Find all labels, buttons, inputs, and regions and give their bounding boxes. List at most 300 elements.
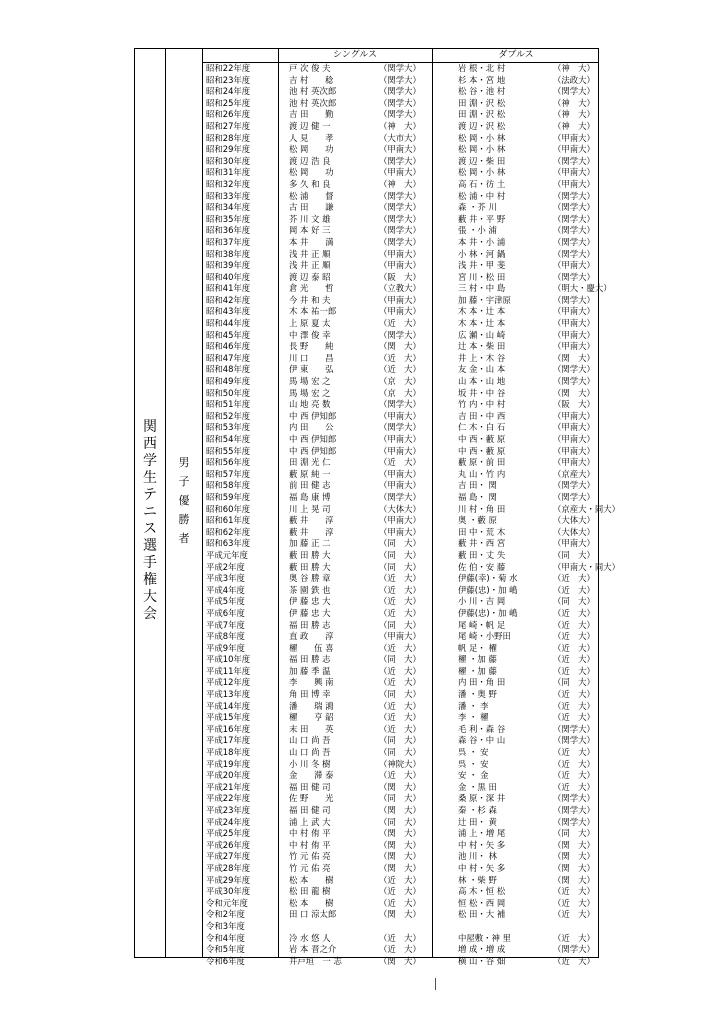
singles-affiliation: （近 大） bbox=[379, 573, 421, 584]
singles-affiliation: （近 大） bbox=[379, 352, 421, 363]
singles-affiliation: （関学大） bbox=[379, 97, 421, 108]
doubles-affiliation: （関学大） bbox=[553, 480, 595, 491]
table-row bbox=[203, 735, 598, 747]
year-cell: 平成27年度 bbox=[206, 851, 251, 862]
singles-affiliation: （関学大） bbox=[379, 190, 421, 201]
table-row bbox=[203, 503, 620, 516]
doubles-names: 林 ・柴 野 bbox=[458, 874, 497, 885]
doubles-affiliation: （甲南大） bbox=[553, 144, 595, 155]
doubles-names: 辻 田・ 黄 bbox=[458, 816, 497, 827]
year-cell: 昭和61年度 bbox=[206, 515, 251, 526]
doubles-affiliation: （甲南大） bbox=[553, 410, 595, 421]
doubles-names: 藪 原・前 田 bbox=[458, 457, 506, 468]
singles-name: 潘 瑞 鴻 bbox=[289, 700, 334, 711]
year-cell: 昭和60年度 bbox=[206, 503, 251, 514]
singles-name: 池 村 英次郎 bbox=[289, 86, 337, 97]
table-row bbox=[203, 712, 598, 724]
year-cell: 令和2年度 bbox=[206, 909, 245, 920]
table-row bbox=[203, 98, 598, 110]
table-row bbox=[203, 469, 598, 481]
doubles-affiliation: （近 大） bbox=[553, 747, 595, 758]
vertical-char: 西 bbox=[143, 436, 157, 452]
year-cell: 令和元年度 bbox=[206, 897, 248, 908]
year-cell: 昭和22年度 bbox=[206, 63, 251, 73]
doubles-names: 呉 ・ 安 bbox=[458, 747, 489, 758]
doubles-affiliation: （神 大） bbox=[553, 63, 595, 73]
year-cell: 昭和54年度 bbox=[206, 434, 251, 444]
singles-affiliation: （関 大） bbox=[379, 805, 421, 815]
doubles-names: 田 淵・沢 松 bbox=[458, 97, 506, 108]
singles-name: 古 田 謙 bbox=[289, 202, 334, 213]
vertical-char: 勝 bbox=[178, 513, 190, 526]
year-cell: 平成16年度 bbox=[206, 723, 251, 734]
doubles-affiliation: （近 大） bbox=[553, 665, 595, 676]
singles-name: 木 本 祐一郎 bbox=[289, 306, 337, 317]
vertical-char: 者 bbox=[178, 532, 190, 545]
singles-affiliation: （甲南大） bbox=[379, 480, 421, 491]
doubles-affiliation: （近 大） bbox=[553, 897, 595, 908]
doubles-names: 櫂 ・加 藤 bbox=[458, 665, 497, 676]
doubles-names: 木 本・辻 本 bbox=[458, 306, 506, 317]
table-row bbox=[203, 585, 598, 597]
singles-affiliation: （関 大） bbox=[379, 828, 421, 839]
doubles-affiliation: （大体大） bbox=[553, 526, 595, 537]
doubles-affiliation: （近 大） bbox=[553, 642, 595, 653]
table-row bbox=[203, 909, 598, 921]
singles-affiliation: （同 大） bbox=[379, 561, 421, 572]
table-row bbox=[203, 249, 598, 261]
singles-name: 浦 上 武 大 bbox=[289, 816, 331, 827]
singles-affiliation: （近 大） bbox=[379, 932, 421, 943]
year-cell: 平成11年度 bbox=[206, 665, 251, 676]
doubles-affiliation: （明大・慶大） bbox=[553, 283, 612, 294]
singles-name: 戸 次 俊 夫 bbox=[289, 63, 331, 73]
singles-name: 茶 園 鉄 也 bbox=[289, 584, 331, 595]
singles-affiliation: （関 大） bbox=[379, 341, 421, 352]
singles-affiliation: （近 大） bbox=[379, 607, 421, 618]
year-cell: 昭和45年度 bbox=[206, 329, 251, 340]
vertical-char: 生 bbox=[143, 470, 157, 486]
doubles-affiliation: （関学大） bbox=[553, 225, 595, 236]
table-row bbox=[203, 272, 598, 284]
singles-affiliation: （神 大） bbox=[379, 120, 421, 131]
singles-affiliation: （近 大） bbox=[379, 944, 421, 955]
year-cell: 昭和51年度 bbox=[206, 399, 251, 410]
table-row bbox=[203, 295, 598, 307]
doubles-affiliation: （関学大） bbox=[553, 793, 595, 804]
year-cell: 昭和42年度 bbox=[206, 294, 251, 305]
doubles-affiliation: （同 大） bbox=[553, 596, 595, 607]
doubles-affiliation: （関学大） bbox=[553, 190, 595, 201]
doubles-names: 恒 松・西 岡 bbox=[458, 897, 506, 908]
table-row bbox=[203, 353, 598, 365]
year-cell: 昭和44年度 bbox=[206, 318, 251, 329]
singles-name: 藪 田 勝 大 bbox=[289, 549, 331, 560]
doubles-names: 三 村・中 島 bbox=[458, 283, 506, 294]
doubles-names: 田 中・荒 木 bbox=[458, 526, 506, 537]
singles-name: 多 久 和 良 bbox=[289, 178, 331, 189]
doubles-names: 伊藤(忠)・加 嶋 bbox=[458, 584, 518, 595]
doubles-affiliation: （関学大） bbox=[553, 248, 595, 259]
doubles-names: 仁 木・白 石 bbox=[458, 422, 506, 433]
singles-affiliation: （近 大） bbox=[379, 886, 421, 897]
singles-name: 伊 藤 忠 大 bbox=[289, 607, 331, 618]
doubles-names: 池 川・ 林 bbox=[458, 851, 497, 862]
singles-affiliation: （近 大） bbox=[379, 596, 421, 607]
table-row bbox=[203, 214, 598, 226]
year-cell: 昭和25年度 bbox=[206, 97, 251, 108]
doubles-affiliation: （関 大） bbox=[553, 862, 595, 873]
singles-affiliation: （近 大） bbox=[379, 897, 421, 908]
results-table bbox=[134, 48, 620, 966]
singles-name: 福 田 勝 志 bbox=[289, 654, 331, 665]
year-cell: 昭和52年度 bbox=[206, 410, 251, 421]
doubles-affiliation: （甲南大） bbox=[553, 422, 595, 433]
table-row bbox=[203, 643, 598, 655]
singles-name: 中 村 侑 平 bbox=[289, 828, 331, 839]
doubles-names: 松 岡・小 林 bbox=[458, 132, 506, 143]
doubles-affiliation: （神 大） bbox=[553, 97, 595, 108]
singles-affiliation: （関学大） bbox=[379, 155, 421, 166]
doubles-affiliation: （近 大） bbox=[553, 781, 595, 792]
table-row bbox=[203, 63, 598, 75]
singles-affiliation: （関学大） bbox=[379, 329, 421, 340]
doubles-names: 加 藤・宇津原 bbox=[458, 294, 511, 305]
year-cell: 昭和23年度 bbox=[206, 74, 251, 85]
doubles-names: 丸 山・竹 内 bbox=[458, 468, 506, 479]
doubles-affiliation: （法政大） bbox=[553, 74, 595, 85]
singles-name: 竹 元 佑 亮 bbox=[289, 851, 331, 862]
doubles-affiliation: （同 大） bbox=[553, 828, 595, 839]
singles-name: 芥 川 文 雄 bbox=[289, 213, 331, 224]
doubles-affiliation: （関学大） bbox=[553, 805, 595, 815]
singles-affiliation: （関 大） bbox=[379, 862, 421, 873]
doubles-names: 森 谷・中 山 bbox=[458, 735, 506, 746]
singles-affiliation: （甲南大） bbox=[379, 294, 421, 305]
doubles-names: 中屋敷・神 里 bbox=[458, 932, 511, 943]
singles-affiliation: （関 大） bbox=[379, 909, 421, 920]
doubles-names: 渡 辺・柴 田 bbox=[458, 155, 506, 166]
year-cell: 昭和58年度 bbox=[206, 480, 251, 491]
table-row bbox=[203, 376, 598, 388]
doubles-affiliation: （近 大） bbox=[553, 573, 595, 584]
doubles-names: 山 本・山 地 bbox=[458, 376, 506, 387]
doubles-names: 田 淵・沢 松 bbox=[458, 109, 506, 120]
doubles-affiliation: （近 大） bbox=[553, 955, 595, 966]
doubles-affiliation: （近 大） bbox=[553, 886, 595, 897]
doubles-names: 増 成・増 成 bbox=[458, 944, 506, 955]
doubles-affiliation: （甲南大） bbox=[553, 178, 595, 189]
singles-name: 福 島 康 博 bbox=[289, 491, 331, 502]
doubles-affiliation: （関 大） bbox=[553, 874, 595, 885]
doubles-affiliation: （大体大） bbox=[553, 515, 595, 526]
singles-name: 伊 藤 忠 大 bbox=[289, 596, 331, 607]
doubles-affiliation: （近 大） bbox=[553, 758, 595, 769]
singles-name: 藪 田 勝 大 bbox=[289, 561, 331, 572]
singles-affiliation: （甲南大） bbox=[379, 468, 421, 479]
singles-affiliation: （関学大） bbox=[379, 422, 421, 433]
doubles-affiliation: （関学大） bbox=[553, 376, 595, 387]
doubles-names: 尾 崎・帆 足 bbox=[458, 619, 506, 630]
year-cell: 昭和31年度 bbox=[206, 167, 251, 178]
table-row bbox=[203, 399, 598, 411]
vertical-char: ス bbox=[143, 521, 157, 537]
singles-affiliation: （大体大） bbox=[379, 503, 421, 514]
year-cell: 昭和33年度 bbox=[206, 190, 251, 201]
doubles-names: 岩 根・北 村 bbox=[458, 63, 506, 73]
header-doubles: ダブルス bbox=[498, 50, 534, 60]
doubles-names: 帆 足・ 櫂 bbox=[458, 642, 497, 653]
doubles-affiliation: （甲南大） bbox=[553, 329, 595, 340]
singles-name: 今 井 和 夫 bbox=[289, 294, 331, 305]
singles-name: 金 滞 泰 bbox=[289, 770, 334, 781]
doubles-names: 松 田・大 補 bbox=[458, 909, 506, 920]
year-cell: 令和3年度 bbox=[206, 920, 245, 931]
table-row bbox=[203, 179, 598, 191]
doubles-names: 森 ・芥 川 bbox=[458, 202, 497, 213]
singles-name: 倉 光 哲 bbox=[289, 283, 334, 294]
year-cell: 平成6年度 bbox=[206, 607, 245, 618]
singles-affiliation: （近 大） bbox=[379, 700, 421, 711]
singles-affiliation: （甲南大） bbox=[379, 144, 421, 155]
table-row bbox=[203, 515, 598, 527]
singles-affiliation: （甲南大） bbox=[379, 526, 421, 537]
singles-affiliation: （同 大） bbox=[379, 747, 421, 758]
singles-affiliation: （関学大） bbox=[379, 399, 421, 410]
singles-affiliation: （近 大） bbox=[379, 457, 421, 468]
doubles-names: 吉 田・中 西 bbox=[458, 410, 506, 421]
table-row bbox=[203, 364, 598, 376]
doubles-names: 中 村・矢 多 bbox=[458, 839, 506, 850]
doubles-names: 藪 井・平 野 bbox=[458, 213, 506, 224]
table-row bbox=[203, 388, 598, 400]
doubles-names: 伊藤(忠)・加 嶋 bbox=[458, 607, 518, 618]
doubles-names: 櫂 ・加 藤 bbox=[458, 654, 497, 665]
singles-name: 末 田 英 bbox=[289, 723, 334, 734]
doubles-names: 中 西・藪 原 bbox=[458, 445, 506, 456]
singles-name: 松 本 樹 bbox=[289, 897, 334, 908]
table-row bbox=[203, 944, 598, 956]
year-cell: 平成17年度 bbox=[206, 735, 251, 746]
singles-name: 松 岡 功 bbox=[289, 144, 334, 155]
singles-affiliation: （神院大） bbox=[379, 758, 421, 769]
doubles-names: 杉 本・宮 地 bbox=[458, 74, 506, 85]
doubles-affiliation: （近 大） bbox=[553, 712, 595, 723]
singles-affiliation: （関学大） bbox=[379, 213, 421, 224]
vertical-char: ニ bbox=[143, 504, 157, 520]
doubles-names: 広 瀬・山 崎 bbox=[458, 329, 506, 340]
table-row bbox=[203, 538, 598, 550]
singles-affiliation: （関学大） bbox=[379, 491, 421, 502]
singles-affiliation: （同 大） bbox=[379, 619, 421, 630]
year-cell: 昭和36年度 bbox=[206, 225, 251, 236]
doubles-affiliation: （京産大・同大） bbox=[553, 503, 620, 514]
table-row bbox=[203, 446, 598, 458]
doubles-affiliation: （関学大） bbox=[553, 202, 595, 213]
doubles-names: 松 岡・小 林 bbox=[458, 144, 506, 155]
singles-affiliation: （甲南大） bbox=[379, 631, 421, 642]
doubles-names: 高 木・恒 松 bbox=[458, 886, 506, 897]
page-marker bbox=[435, 978, 436, 990]
year-cell: 昭和29年度 bbox=[206, 144, 251, 155]
vertical-char: 大 bbox=[143, 589, 157, 605]
year-cell: 平成14年度 bbox=[206, 700, 251, 711]
year-cell: 平成10年度 bbox=[206, 654, 251, 665]
table-row bbox=[203, 828, 598, 840]
singles-affiliation: （甲南大） bbox=[379, 167, 421, 178]
table-row bbox=[203, 689, 598, 701]
doubles-affiliation: （関 大） bbox=[553, 839, 595, 850]
table-row bbox=[203, 666, 598, 678]
doubles-names: 伊藤(幸)・菊 水 bbox=[458, 573, 518, 584]
doubles-affiliation: （甲南大） bbox=[553, 132, 595, 143]
year-cell: 平成28年度 bbox=[206, 862, 251, 873]
vertical-char: 子 bbox=[178, 475, 190, 488]
year-cell: 昭和40年度 bbox=[206, 271, 251, 282]
year-cell: 平成22年度 bbox=[206, 793, 251, 804]
table-row bbox=[203, 886, 598, 898]
year-cell: 平成15年度 bbox=[206, 712, 251, 723]
singles-name: 岩 本 晋之介 bbox=[289, 944, 337, 955]
singles-affiliation: （関 大） bbox=[379, 851, 421, 862]
year-cell: 昭和28年度 bbox=[206, 132, 251, 143]
year-cell: 平成23年度 bbox=[206, 805, 251, 815]
doubles-names: 尾 崎・小野田 bbox=[458, 631, 511, 642]
table-row bbox=[203, 550, 598, 562]
table-row bbox=[203, 260, 598, 272]
singles-name: 前 田 健 志 bbox=[289, 480, 331, 491]
doubles-names: 張 ・小 浦 bbox=[458, 225, 497, 236]
singles-name: 藪 井 淳 bbox=[289, 526, 334, 537]
doubles-affiliation: （関学大） bbox=[553, 944, 595, 955]
year-cell: 昭和38年度 bbox=[206, 248, 251, 259]
table-row bbox=[203, 851, 598, 863]
doubles-affiliation: （関学大） bbox=[553, 735, 595, 746]
singles-name: 中 西 伊知郎 bbox=[289, 434, 337, 444]
vertical-char: 会 bbox=[143, 606, 157, 622]
doubles-affiliation: （近 大） bbox=[553, 700, 595, 711]
table-row bbox=[203, 875, 598, 887]
doubles-affiliation: （関学大） bbox=[553, 294, 595, 305]
doubles-affiliation: （甲南大） bbox=[553, 434, 595, 444]
doubles-affiliation: （関 大） bbox=[553, 387, 595, 398]
table-row bbox=[203, 144, 598, 156]
doubles-names: 福 島・ 関 bbox=[458, 491, 497, 502]
table-row bbox=[203, 805, 598, 817]
table-row bbox=[203, 318, 598, 330]
vertical-char: 男 bbox=[178, 456, 190, 469]
year-cell: 昭和59年度 bbox=[206, 491, 251, 502]
doubles-affiliation: （近 大） bbox=[553, 932, 595, 943]
year-cell: 平成18年度 bbox=[206, 747, 251, 758]
doubles-affiliation: （関 大） bbox=[553, 352, 595, 363]
table-row bbox=[203, 121, 598, 133]
doubles-affiliation: （近 大） bbox=[553, 770, 595, 781]
doubles-affiliation: （甲南大） bbox=[553, 538, 595, 549]
table-row bbox=[203, 933, 598, 945]
doubles-affiliation: （関学大） bbox=[553, 155, 595, 166]
singles-name: 加 藤 正 二 bbox=[289, 538, 331, 549]
doubles-names: 吉 田・ 関 bbox=[458, 480, 497, 491]
doubles-names: 辻 本・柴 田 bbox=[458, 341, 506, 352]
table-row bbox=[203, 620, 598, 632]
table-row bbox=[203, 608, 598, 620]
year-cell: 昭和27年度 bbox=[206, 120, 251, 131]
singles-name: 浅 井 正 順 bbox=[289, 248, 331, 259]
year-cell: 昭和46年度 bbox=[206, 341, 251, 352]
table-row bbox=[203, 793, 598, 805]
table-row bbox=[203, 283, 612, 295]
singles-name: 井戸垣 一 志 bbox=[289, 955, 342, 966]
year-cell: 平成30年度 bbox=[206, 886, 251, 897]
doubles-names: 中 村・矢 多 bbox=[458, 862, 506, 873]
singles-affiliation: （関 大） bbox=[379, 781, 421, 792]
singles-name: 松 浦 督 bbox=[289, 190, 334, 201]
singles-name: 渡 辺 泰 昭 bbox=[289, 271, 331, 282]
doubles-names: 藪 田・丈 失 bbox=[458, 549, 506, 560]
singles-name: 李 興 南 bbox=[289, 677, 334, 688]
year-cell: 昭和37年度 bbox=[206, 236, 251, 247]
singles-name: 中 村 侑 平 bbox=[289, 839, 331, 850]
singles-name: 吉 田 勤 bbox=[289, 109, 334, 120]
doubles-names: 小 川・吉 岡 bbox=[458, 596, 506, 607]
singles-affiliation: （近 大） bbox=[379, 584, 421, 595]
year-cell: 平成25年度 bbox=[206, 828, 251, 839]
competition-title bbox=[141, 419, 159, 623]
singles-affiliation: （関学大） bbox=[379, 109, 421, 120]
year-cell: 平成3年度 bbox=[206, 573, 245, 584]
table-row bbox=[203, 306, 598, 318]
doubles-names: 坂 井・中 谷 bbox=[458, 387, 506, 398]
doubles-affiliation: （甲南大） bbox=[553, 318, 595, 329]
singles-name: 加 藤 季 温 bbox=[289, 665, 331, 676]
doubles-affiliation: （甲南大・同大） bbox=[553, 561, 620, 572]
doubles-affiliation: （近 大） bbox=[553, 654, 595, 665]
doubles-names: 桑 原・深 井 bbox=[458, 793, 506, 804]
doubles-affiliation: （関学大） bbox=[553, 723, 595, 734]
doubles-names: 潘 ・ 李 bbox=[458, 700, 489, 711]
doubles-names: 呉 ・ 安 bbox=[458, 758, 489, 769]
year-cell: 昭和56年度 bbox=[206, 457, 251, 468]
year-cell: 令和6年度 bbox=[206, 955, 245, 966]
doubles-names: 浅 井・甲 斐 bbox=[458, 260, 506, 271]
year-cell: 令和5年度 bbox=[206, 944, 245, 955]
table-row bbox=[203, 817, 598, 829]
table-row bbox=[203, 434, 598, 446]
year-cell: 昭和43年度 bbox=[206, 306, 251, 317]
year-cell: 昭和57年度 bbox=[206, 468, 251, 479]
singles-name: 池 村 英次郎 bbox=[289, 97, 337, 108]
singles-name: 長 野 純 bbox=[289, 341, 334, 352]
doubles-affiliation: （近 大） bbox=[553, 909, 595, 920]
table-row bbox=[203, 747, 598, 759]
singles-affiliation: （同 大） bbox=[379, 735, 421, 746]
table-row bbox=[203, 457, 598, 469]
table-row bbox=[203, 191, 598, 203]
doubles-affiliation: （関学大） bbox=[553, 364, 595, 375]
doubles-affiliation: （近 大） bbox=[553, 607, 595, 618]
vertical-char: 手 bbox=[143, 555, 157, 571]
year-cell: 平成元年度 bbox=[206, 549, 248, 560]
singles-affiliation: （甲南大） bbox=[379, 445, 421, 456]
doubles-affiliation: （関学大） bbox=[553, 213, 595, 224]
year-cell: 令和4年度 bbox=[206, 932, 245, 943]
table-row bbox=[203, 782, 598, 794]
doubles-names: 李 ・ 櫂 bbox=[458, 712, 489, 723]
table-row bbox=[203, 898, 598, 910]
doubles-affiliation: （甲南大） bbox=[553, 306, 595, 317]
singles-name: 佐 野 光 bbox=[289, 793, 334, 804]
